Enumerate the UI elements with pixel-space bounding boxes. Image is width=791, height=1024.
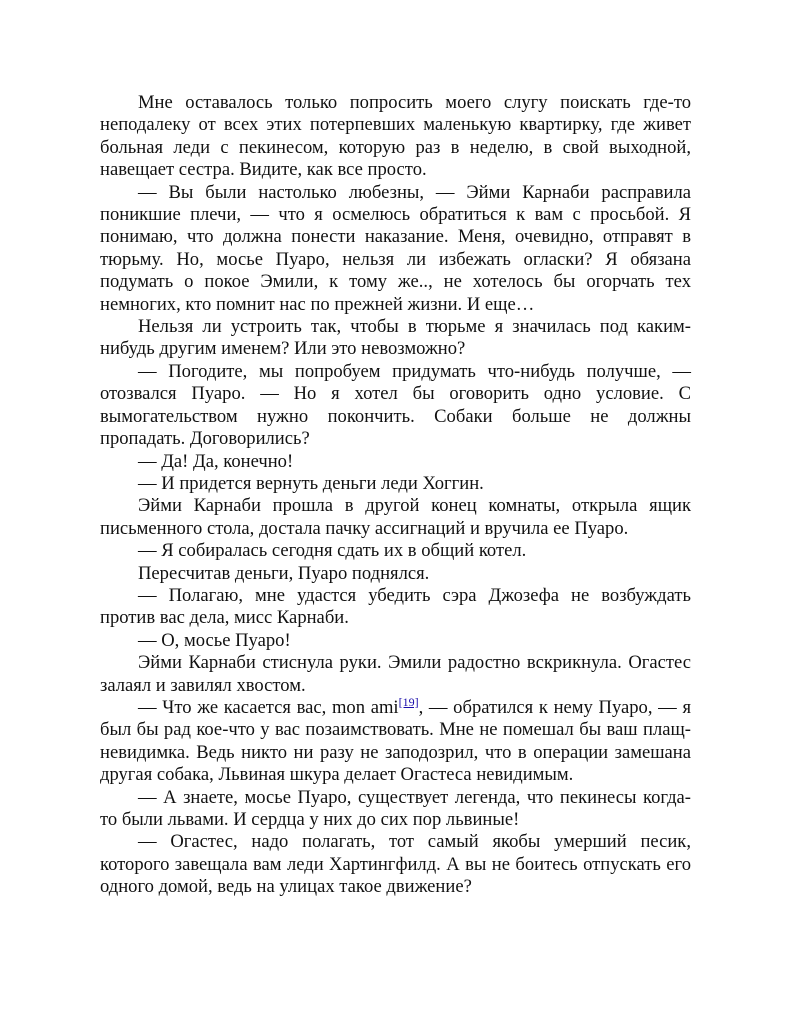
paragraph: Эйми Карнаби стиснула руки. Эмили радостно вскрикнула. Огастес залаял и завилял хвостом. xyxy=(100,652,691,696)
paragraph: Нельзя ли устроить так, чтобы в тюрьме я значилась под каким-нибудь другим именем? Или это невозможно? xyxy=(100,316,691,360)
paragraph-text-before: — Что же касается вас, mon ami xyxy=(138,696,399,718)
paragraph: — И придется вернуть деньги леди Хоггин. xyxy=(138,472,484,494)
paragraph: — Полагаю, мне удастся убедить сэра Джозефа не возбуждать против вас дела, мисс Карнаби. xyxy=(100,584,691,629)
paragraph: Мне оставалось только попросить моего слугу поискать где-то неподалеку от всех этих потерпевших маленькую квартирку, где живет больная леди с пекинесом, которую раз в неделю, в свой выходной, навещает сестра. Видите, как все просто. xyxy=(100,92,691,181)
paragraph: — Огастес, надо полагать, тот самый якобы умерший песик, которого завещала вам леди Хартингфилд. А вы не боитесь отпускать его одного домой, ведь на улицах такое движение? xyxy=(100,831,691,898)
paragraph: — Погодите, мы попробуем придумать что-нибудь получше, — отозвался Пуаро. — Но я хотел бы оговорить одно условие. С вымогательством нужно покончить. Собаки больше не должны пропадать. Договорились? xyxy=(100,360,691,450)
paragraph: — Вы были настолько любезны, — Эйми Карнаби расправила поникшие плечи, — что я осмелюсь обратиться к вам с просьбой. Я понимаю, что должна понести наказание. Меня, очевидно, отправят в тюрьму. Но, мосье Пуаро, нельзя ли избежать огласки? Я обязана подумать о покое Эмили, к тому же.., не хотелось бы огорчать тех немногих, кто помнит нас по прежней жизни. И еще… xyxy=(100,181,691,315)
paragraph: Пересчитав деньги, Пуаро поднялся. xyxy=(138,562,430,584)
document-page xyxy=(100,92,691,899)
paragraph: — О, мосье Пуаро! xyxy=(138,629,291,651)
paragraph: — Я собиралась сегодня сдать их в общий котел. xyxy=(138,540,527,562)
paragraph-with-footnote xyxy=(100,694,691,787)
footnote-link-19[interactable]: [19] xyxy=(398,694,419,709)
paragraph: Эйми Карнаби прошла в другой конец комнаты, открыла ящик письменного стола, достала пачку ассигнаций и вручила ее Пуаро. xyxy=(100,495,691,539)
paragraph: — Да! Да, конечно! xyxy=(138,450,294,472)
paragraph: — А знаете, мосье Пуаро, существует легенда, что пекинесы когда-то были львами. И сердца у них до сих пор львиные! xyxy=(100,786,691,830)
paragraph-text-after: , — обратился к нему Пуаро, — я был бы рад кое-что у вас позаимствовать. Мне не помешал бы ваш плащ-невидимка. Ведь никто ни разу не заподозрил, что в операции замешана другая собака, Львиная шкура делает Огастеса невидимым. xyxy=(100,696,691,786)
